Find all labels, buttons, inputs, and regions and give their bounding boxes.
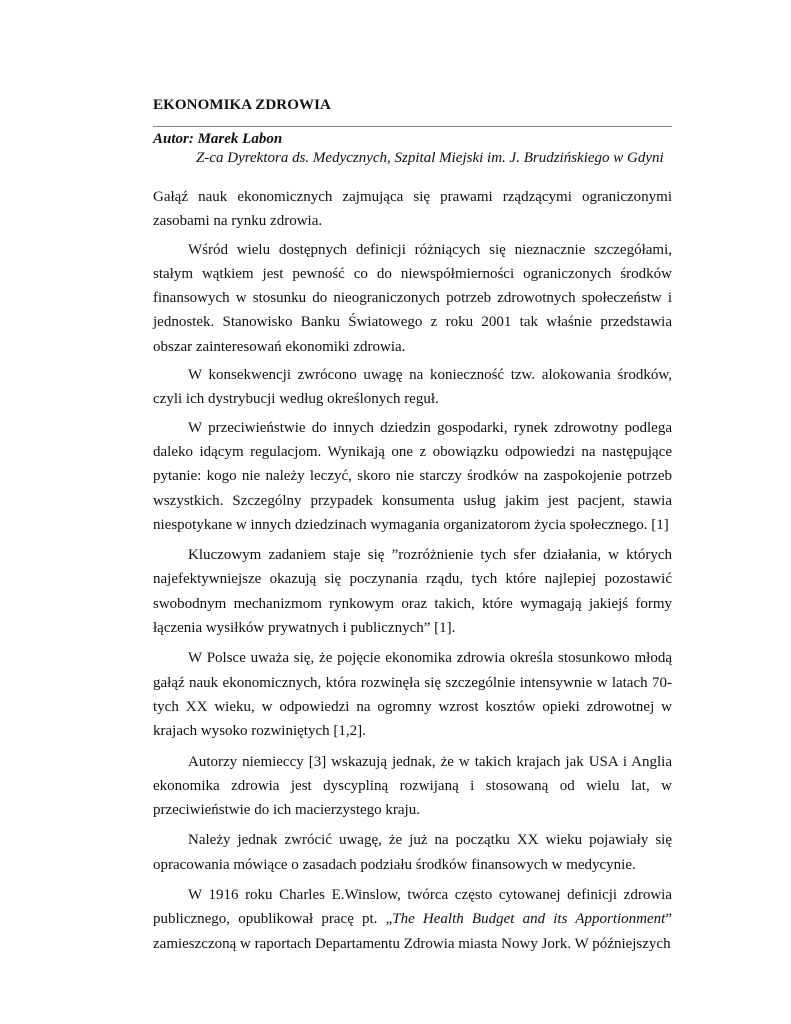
paragraph-3: W konsekwencji zwrócono uwagę na konieczność tzw. alokowania środków, czyli ich dystrybucji według określonych reguł. <box>153 367 672 408</box>
document-title: EKONOMIKA ZDROWIA <box>153 97 331 113</box>
paragraph-2: Wśród wielu dostępnych definicji różniących się nieznacznie szczegółami, stałym wątkiem jest pewność co do niewspółmierności ograniczonych środków finansowych w stosunku do nieograniczonych potrzeb zdrowotnych społeczeństw i jednostek. Stanowisko Banku Światowego z roku 2001 tak właśnie przedstawia obszar zainteresowań ekonomiki zdrowia. <box>153 241 672 355</box>
author-line: Autor: Marek Labon <box>153 131 283 147</box>
paragraph-8: Należy jednak zwrócić uwagę, że już na początku XX wieku pojawiały się opracowania mówiące o zasadach podziału środków finansowych w medycynie. <box>153 832 672 873</box>
paragraph-9-text-start: W 1916 roku Charles E.Winslow, twórca często cytowanej definicji zdrowia publicznego, opublikował pracę pt. „ <box>153 887 672 928</box>
paragraph-9 <box>153 883 672 956</box>
paragraph-1: Gałąź nauk ekonomicznych zajmująca się prawami rządzącymi ograniczonymi zasobami na rynku zdrowia. <box>153 189 672 230</box>
author-affiliation: Z-ca Dyrektora ds. Medycznych, Szpital Miejski im. J. Brudzińskiego w Gdyni <box>196 150 664 166</box>
title-divider <box>153 126 672 127</box>
paragraph-4: W przeciwieństwie do innych dziedzin gospodarki, rynek zdrowotny podlega daleko idącym regulacjom. Wynikają one z obowiązku odpowiedzi na następujące pytanie: kogo nie należy leczyć, skoro nie starczy środków na zaspokojenie potrzeb wszystkich. Szczególny przypadek konsumenta usług jakim jest pacjent, stawia niespotykane w innych dziedzinach wymagania organizatorom życia społecznego. [1] <box>153 419 672 533</box>
paragraph-9-text-end: ” zamieszczoną w raportach Departamentu Zdrowia miasta Nowy Jork. W późniejszych <box>153 911 672 952</box>
cited-work-title: The Health Budget and its Apportionment <box>392 911 666 928</box>
paragraph-7: Autorzy niemieccy [3] wskazują jednak, że w takich krajach jak USA i Anglia ekonomika zdrowia jest dyscypliną rozwijaną i stosowaną od wielu lat, w przeciwieństwie do ich macierzystego kraju. <box>153 753 672 819</box>
document-body <box>153 185 672 956</box>
paragraph-5: Kluczowym zadaniem staje się ”rozróżnienie tych sfer działania, w których najefektywniejsze okazują się poczynania rządu, tych które najlepiej pozostawić swobodnym mechanizmom rynkowym oraz takich, które wymagają jakiejś formy łączenia wysiłków prywatnych i publicznych” [1]. <box>153 547 672 637</box>
paragraph-6: W Polsce uważa się, że pojęcie ekonomika zdrowia określa stosunkowo młodą gałąź nauk ekonomicznych, która rozwinęła się szczególnie intensywnie w latach 70-tych XX wieku, w odpowiedzi na ogromny wzrost kosztów opieki zdrowotnej w krajach wysoko rozwiniętych [1,2]. <box>153 650 672 740</box>
